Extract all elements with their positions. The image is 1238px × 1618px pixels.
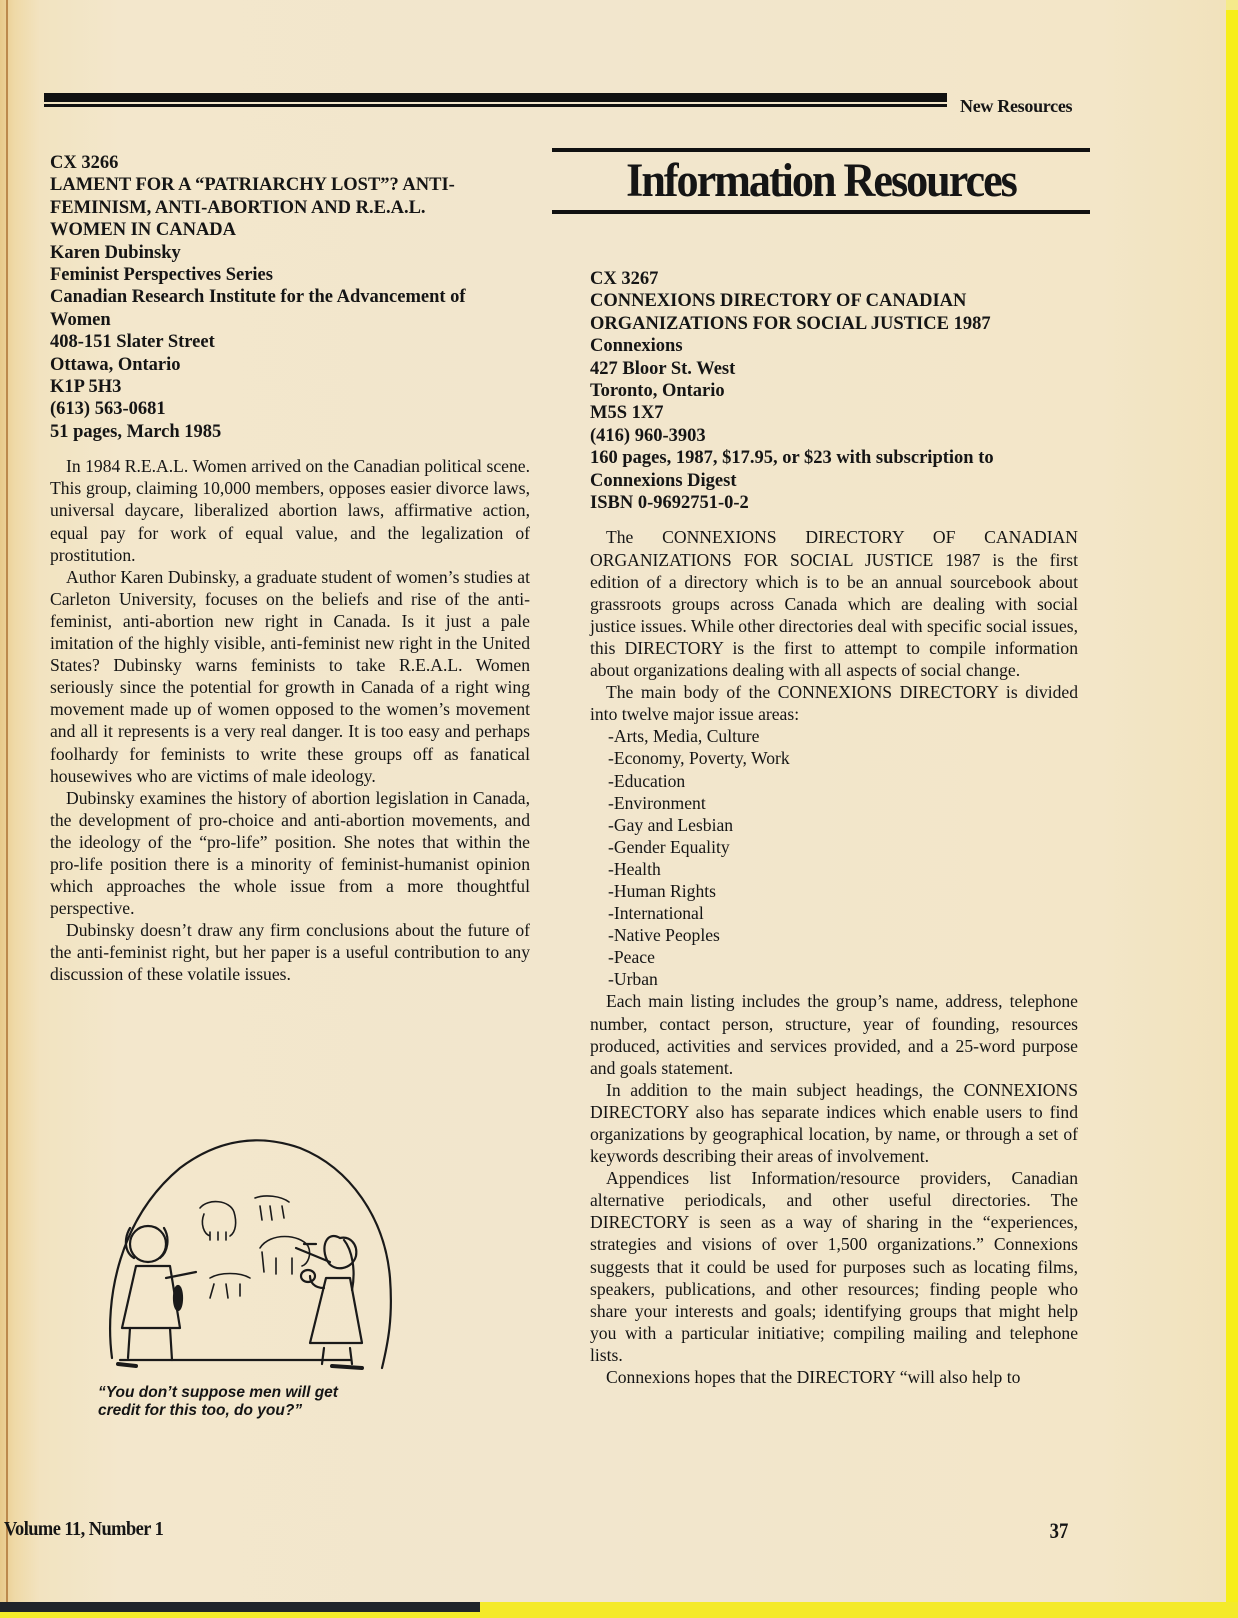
- entry-city: Toronto, Ontario: [590, 381, 725, 402]
- entry-postal-code: K1P 5H3: [50, 377, 122, 398]
- paragraph: The main body of the CONNEXIONS DIRECTORY is divided into twelve major issue areas:: [590, 682, 1078, 725]
- left-cave-person: [122, 1226, 196, 1360]
- issue-area-item: -Education: [608, 770, 686, 791]
- entry-title-line: WOMEN IN CANADA: [50, 220, 237, 241]
- entry-code: CX 3266: [50, 153, 119, 173]
- issue-area-item: -Urban: [608, 969, 658, 990]
- issue-area-item: -Arts, Media, Culture: [608, 726, 760, 747]
- paragraph: The CONNEXIONS DIRECTORY OF CANADIAN ORGANIZATIONS FOR SOCIAL JUSTICE 1987 is the first edition of a directory which is to be an annual sourcebook about grassroots groups across Canada which are dealing with social justice issues. While other directories deal with specific social issues, this DIRECTORY is the first to attempt to compile information about organizations dealing with all aspects of social change.: [590, 527, 1078, 681]
- entry-city: Ottawa, Ontario: [50, 354, 181, 375]
- title-bottom-rule: [552, 210, 1090, 214]
- right-entry-body: [590, 526, 1078, 1388]
- paragraph: Each main listing includes the group’s name, address, telephone number, contact person, structure, year of founding, resources produced, activities and services provided, and a 25-word purpose and goals statement.: [590, 991, 1078, 1078]
- issue-area-item: -Economy, Poverty, Work: [608, 748, 790, 769]
- issue-area-item: -International: [608, 903, 704, 924]
- entry-phone: (613) 563-0681: [50, 399, 166, 420]
- right-entry-header: [590, 268, 1078, 514]
- yellow-background-edge: [1226, 10, 1238, 1618]
- left-column: [50, 152, 530, 986]
- issue-area-item: -Peace: [608, 947, 655, 968]
- entry-publisher: Connexions: [590, 336, 683, 357]
- entry-title-line: CONNEXIONS DIRECTORY OF CANADIAN: [590, 291, 967, 312]
- cartoon-caption: [98, 1384, 438, 1420]
- issue-area-item: -Gay and Lesbian: [608, 814, 734, 835]
- issue-area-item: -Native Peoples: [608, 925, 720, 946]
- entry-isbn: ISBN 0-9692751-0-2: [590, 493, 749, 514]
- entry-code: CX 3267: [590, 269, 659, 289]
- painted-animals: [200, 1196, 310, 1298]
- entry-author: Karen Dubinsky: [50, 242, 181, 263]
- entry-details: Connexions Digest: [590, 470, 737, 491]
- paragraph: Author Karen Dubinsky, a graduate student of women’s studies at Carleton University, focuses on the beliefs and rise of the anti-feminist, anti-abortion new right in Canada. Is it just a pale imitation of the highly visible, anti-feminist new right in the United States? Dubinsky warns feminists to take R.E.A.L. Women seriously since the potential for growth in Canada of a right wing movement made up of women opposed to the women’s movement and all it represents is a very real danger. It is too easy and perhaps foolhardy for feminists to write these groups off as fanatical housewives who are victims of male ideology.: [50, 566, 530, 786]
- entry-publisher: Women: [50, 309, 111, 330]
- yellow-background-bottom: [0, 1602, 1238, 1618]
- entry-phone: (416) 960-3903: [590, 425, 706, 446]
- caption-line: credit for this too, do you?”: [98, 1402, 303, 1419]
- entry-title-line: ORGANIZATIONS FOR SOCIAL JUSTICE 1987: [590, 313, 991, 334]
- issue-area-item: -Environment: [608, 792, 706, 813]
- paragraph: Appendices list Information/resource providers, Canadian alternative periodicals, and other useful directories. The DIRECTORY is seen as a way of sharing in the “experiences, strategies and visions of over 1,500 organizations.” Connexions suggests that it could be used for purposes such as locating films, speakers, publications, and other resources; finding people who share your interests and goals; identifying groups that might help you with a particular initiative; compiling mailing and telephone lists.: [590, 1168, 1078, 1365]
- right-cave-person: [296, 1236, 362, 1364]
- entry-address: 427 Bloor St. West: [590, 358, 736, 379]
- cave-painting-cartoon: [100, 1128, 400, 1386]
- issue-label: Volume 11, Number 1: [4, 1518, 164, 1540]
- header-rule: [44, 93, 947, 107]
- entry-details: 160 pages, 1987, $17.95, or $23 with subscription to: [590, 448, 994, 469]
- entry-address: 408-151 Slater Street: [50, 332, 215, 353]
- entry-details: 51 pages, March 1985: [50, 421, 222, 442]
- entry-series: Feminist Perspectives Series: [50, 265, 273, 286]
- cave-wall-outline: [110, 1140, 391, 1368]
- caption-line: “You don’t suppose men will get: [98, 1384, 338, 1401]
- issue-area-item: -Gender Equality: [608, 836, 730, 857]
- entry-publisher: Canadian Research Institute for the Advancement of: [50, 287, 466, 308]
- entry-title-line: LAMENT FOR A “PATRIARCHY LOST”? ANTI-: [50, 175, 455, 196]
- section-label: New Resources: [960, 96, 1073, 116]
- entry-title-line: FEMINISM, ANTI-ABORTION AND R.E.A.L.: [50, 197, 426, 218]
- paragraph: Dubinsky examines the history of abortion legislation in Canada, the development of pro-choice and anti-abortion movements, and the ideology of the “pro-life” position. She notes that within the pro-life position there is a minority of feminist-humanist opinion which approaches the whole issue from a more thoughtful perspective.: [50, 787, 530, 919]
- issue-area-list: [590, 725, 1078, 990]
- paragraph: Dubinsky doesn’t draw any firm conclusions about the future of the anti-feminist right, but her paper is a useful contribution to any discussion of these volatile issues.: [50, 920, 530, 985]
- issue-area-item: -Health: [608, 858, 661, 879]
- section-title-block: [552, 148, 1090, 214]
- left-entry-body: [50, 455, 530, 985]
- right-column: [590, 268, 1078, 1388]
- page-number: 37: [1049, 1518, 1069, 1543]
- ground-shading: [118, 1364, 362, 1368]
- left-entry-header: [50, 152, 530, 443]
- section-title: Information Resources: [626, 154, 1016, 207]
- paragraph: In addition to the main subject headings, the CONNEXIONS DIRECTORY also has separate indices which enable users to find organizations by geographical location, by name, or through a set of keywords describing their areas of involvement.: [590, 1079, 1078, 1167]
- entry-postal-code: M5S 1X7: [590, 403, 664, 424]
- page-spine: [6, 0, 8, 1602]
- issue-area-item: -Human Rights: [608, 880, 717, 901]
- paragraph: In 1984 R.E.A.L. Women arrived on the Canadian political scene. This group, claiming 10,000 members, opposes easier divorce laws, universal daycare, liberalized abortion laws, affirmative action, equal pay for work of equal value, and the legalization of prostitution.: [50, 456, 530, 565]
- paragraph: Connexions hopes that the DIRECTORY “will also help to: [606, 1367, 1021, 1388]
